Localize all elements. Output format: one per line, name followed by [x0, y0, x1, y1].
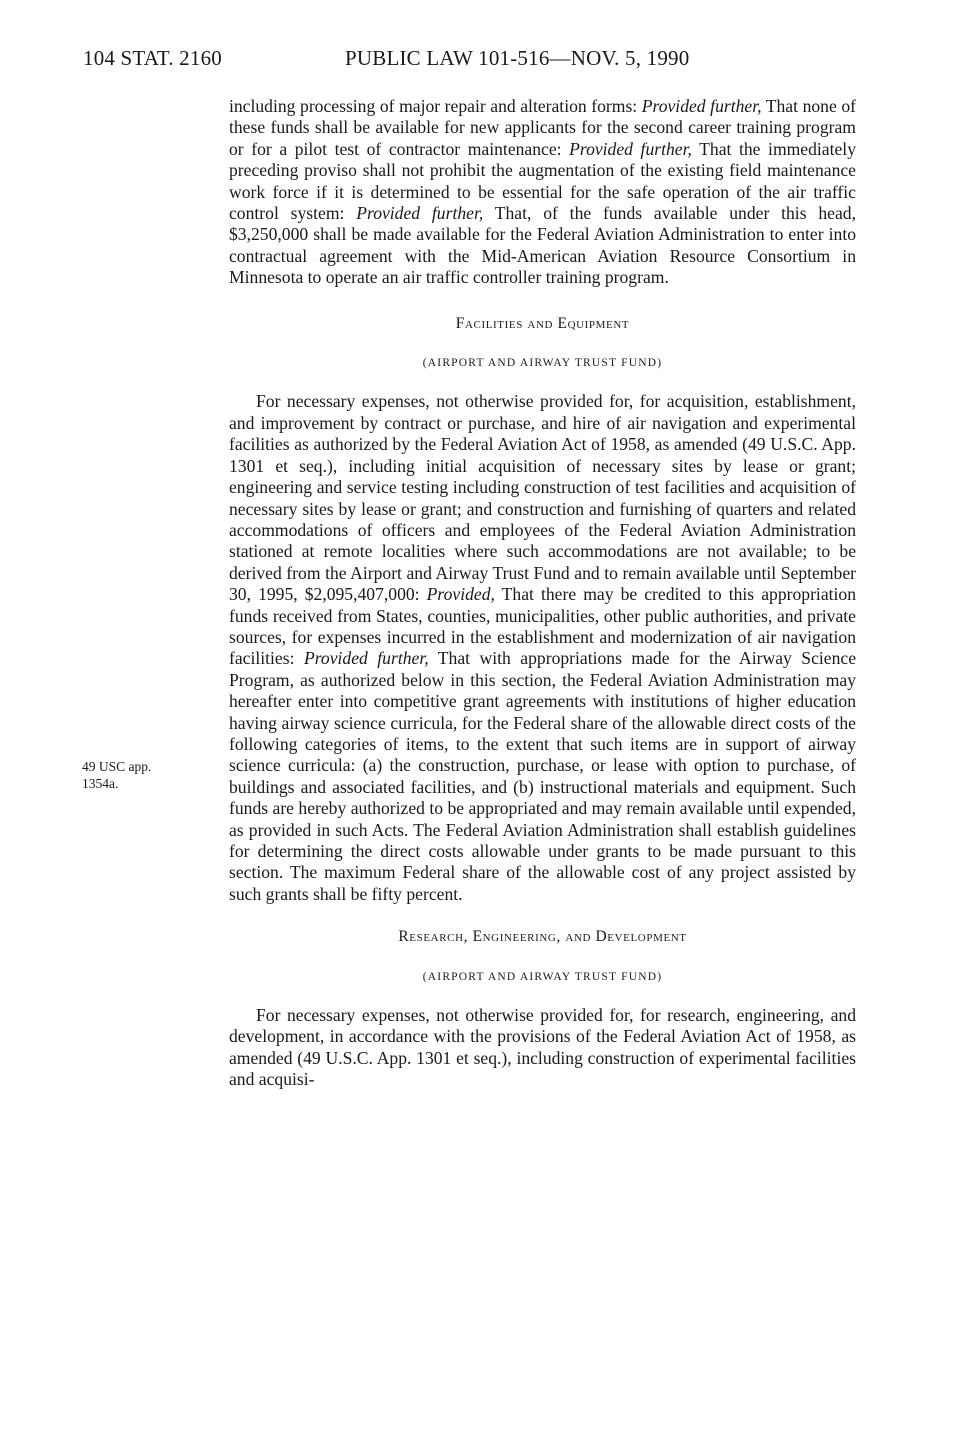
- public-law-citation: PUBLIC LAW 101-516—NOV. 5, 1990: [345, 46, 690, 70]
- italic-proviso: Provided further,: [303, 648, 429, 669]
- italic-proviso: Provided,: [426, 584, 495, 605]
- section-heading-facilities: Facilities and Equipment: [455, 314, 630, 332]
- text-run: That with appropriations made for the Airway Science Program, as authorized below in this section, the Federal Aviation Administration may hereafter enter into competitive grant agreements with institutions of higher education having airway science curricula, for the Federal share of the allowable direct costs of the following categories of items, to the extent that such items are in support of airway science curricula: (a) the construction, purchase, or lease with option to purchase, of buildings and associated facilities, and (b) instructional materials and equipment. Such funds are hereby authorized to be appropriated and may remain available until expended, as provided in such Acts. The Federal Aviation Administration shall establish guidelines for determining the direct costs allowable under grants to be made pursuant to this section. The maximum Federal share of the allowable cost of any project assisted by such grants shall be fifty percent.: [229, 648, 856, 904]
- paragraph-continued: [229, 96, 856, 289]
- margin-citation-line-2: 1354a.: [82, 776, 119, 791]
- text-run: For necessary expenses, not otherwise provided for, for research, engineering, and development, in accordance with the provisions of the Federal Aviation Act of 1958, as amended (49 U.S.C. App. 1301 et seq.), including construction of experimental facilities and acquisi-: [229, 1005, 856, 1090]
- section-subheading-trust-fund: (AIRPORT AND AIRWAY TRUST FUND): [422, 970, 663, 983]
- text-run: For necessary expenses, not otherwise provided for, for acquisition, establishment, and improvement by contract or purchase, and hire of air navigation and experimental facilities as authorized by the Federal Aviation Act of 1958, as amended (49 U.S.C. App. 1301 et seq.), including initial acquisition of necessary sites by lease or grant; engineering and service testing including construction of test facilities and acquisition of necessary sites by lease or grant; and construction and furnishing of quarters and related accommodations of officers and employees of the Federal Aviation Administration stationed at remote localities where such accommodations are not available; to be derived from the Airport and Airway Trust Fund and to remain available until September 30, 1995, $2,095,407,000:: [229, 391, 856, 605]
- stat-citation: 104 STAT. 2160: [83, 46, 222, 70]
- body-text-column: [229, 96, 856, 1091]
- italic-proviso: Provided further,: [356, 203, 484, 224]
- page-header: [83, 46, 883, 76]
- section-subheading-trust-fund: (AIRPORT AND AIRWAY TRUST FUND): [422, 357, 663, 370]
- text-run: That, of the funds available under this head, $3,250,000 shall be made available for the Federal Aviation Administration to enter into contractual agreement with the Mid-American Aviation Resource Consortium in Minnesota to operate an air traffic controller training program.: [229, 203, 856, 288]
- margin-citation-line-1: 49 USC app.: [82, 759, 152, 774]
- section-heading-research: Research, Engineering, and Development: [398, 928, 687, 946]
- paragraph-research: [229, 1005, 856, 1091]
- paragraph-facilities: [229, 391, 856, 905]
- text-run: That none of these funds shall be available for new applicants for the second career training program or for a pilot test of contractor maintenance:: [229, 96, 856, 159]
- text-run: That the immediately preceding proviso shall not prohibit the augmentation of the existing field maintenance work force if it is determined to be essential for the safe operation of the air traffic control system:: [229, 138, 856, 224]
- italic-proviso: Provided further,: [641, 96, 762, 116]
- text-run: including processing of major repair and alteration forms:: [229, 96, 642, 116]
- italic-proviso: Provided further,: [569, 138, 692, 159]
- text-run: That there may be credited to this appropriation funds received from States, counties, municipalities, other public authorities, and private sources, for expenses incurred in the establishment and modernization of air navigation facilities:: [229, 584, 857, 669]
- margin-citation: [82, 758, 192, 792]
